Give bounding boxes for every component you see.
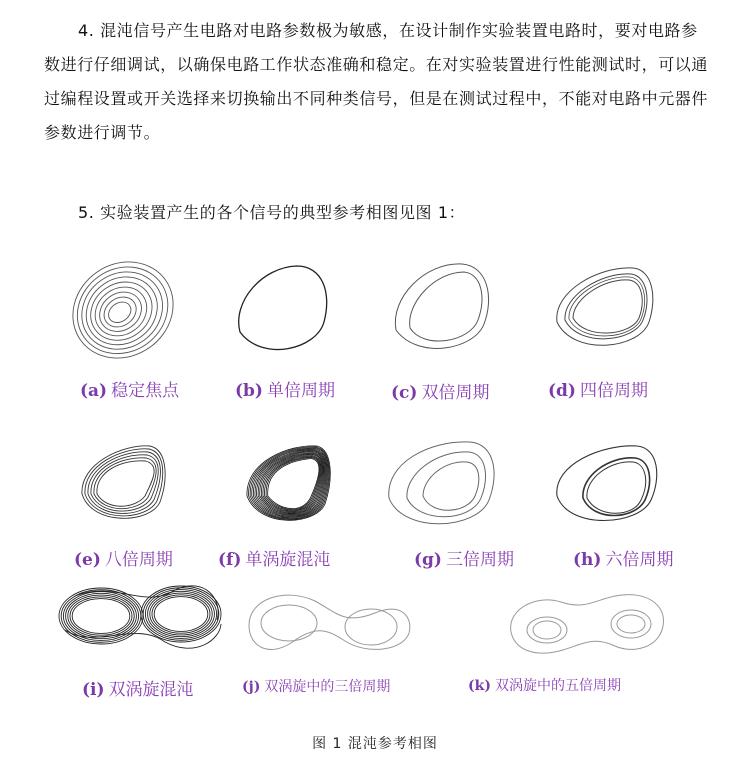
paragraph-4-text: 4. 混沌信号产生电路对电路参数极为敏感，在设计制作实验装置电路时，要对电路参数进行仔细调试，以确保电路工作状态准确和稳定。在对实验装置进行性能测试时，可以通过编程设置或开关选择来切换输出不同种类信号，但是在测试过程中，不能对电路中元器件参数进行调节。: [44, 21, 709, 142]
period-3-loop-icon: [385, 438, 500, 533]
caption-a-tag: (a): [80, 381, 108, 401]
stable-focus-spiral-icon: [65, 258, 175, 358]
caption-d-label: 四倍周期: [579, 381, 648, 401]
caption-i-tag: (i): [82, 680, 105, 700]
caption-g-tag: (g): [414, 550, 442, 570]
figure-d: [553, 262, 658, 357]
period-8-loop-icon: [78, 440, 170, 530]
caption-c-label: 双倍周期: [421, 383, 490, 403]
figure-h: [553, 440, 663, 532]
period-6-loop-icon: [553, 440, 663, 532]
caption-k-tag: (k): [468, 678, 491, 694]
paragraph-5-text: 5. 实验装置产生的各个信号的典型参考相图见图 1：: [78, 203, 466, 222]
caption-b-tag: (b): [235, 381, 263, 401]
figure-b: [232, 262, 332, 357]
caption-e: [74, 545, 173, 570]
caption-g-label: 三倍周期: [445, 550, 514, 570]
period-1-loop-icon: [232, 262, 332, 357]
caption-k: [468, 675, 621, 695]
caption-j: [242, 676, 390, 696]
paragraph-5: [44, 196, 710, 230]
caption-i-label: 双涡旋混沌: [108, 680, 194, 700]
figure-k: [505, 588, 670, 658]
caption-i: [82, 675, 194, 700]
caption-e-tag: (e): [74, 550, 101, 570]
figure-a: [65, 258, 175, 358]
figure-g: [385, 438, 500, 533]
period-4-loop-icon: [553, 262, 658, 357]
figure-e: [78, 440, 170, 530]
caption-f-label: 单涡旋混沌: [245, 550, 331, 570]
figure-title: 图 1 混沌参考相图: [312, 736, 438, 752]
figure-i: [55, 580, 225, 650]
double-scroll-period-5-icon: [505, 588, 670, 658]
caption-h: [573, 545, 673, 570]
caption-a: [80, 376, 179, 401]
caption-h-tag: (h): [573, 550, 602, 570]
period-2-loop-icon: [390, 258, 495, 358]
caption-a-label: 稳定焦点: [111, 381, 180, 401]
caption-j-label: 双涡旋中的三倍周期: [264, 679, 391, 695]
figure-f: [243, 440, 335, 530]
paragraph-4: [44, 14, 710, 150]
figure-c: [390, 258, 495, 358]
caption-b-label: 单倍周期: [266, 381, 335, 401]
caption-e-label: 八倍周期: [104, 550, 173, 570]
figure-j: [245, 585, 415, 655]
caption-f-tag: (f): [218, 550, 242, 570]
caption-g: [414, 545, 514, 570]
double-scroll-chaos-icon: [55, 580, 225, 650]
caption-c-tag: (c): [391, 383, 418, 403]
caption-c: [391, 378, 489, 403]
caption-f: [218, 545, 330, 570]
caption-h-label: 六倍周期: [605, 550, 674, 570]
caption-j-tag: (j): [242, 679, 261, 695]
caption-d: [548, 376, 648, 401]
caption-d-tag: (d): [548, 381, 576, 401]
caption-k-label: 双涡旋中的五倍周期: [494, 678, 621, 694]
double-scroll-period-3-icon: [245, 585, 415, 655]
single-scroll-chaos-icon: [243, 440, 335, 530]
caption-b: [235, 376, 335, 401]
